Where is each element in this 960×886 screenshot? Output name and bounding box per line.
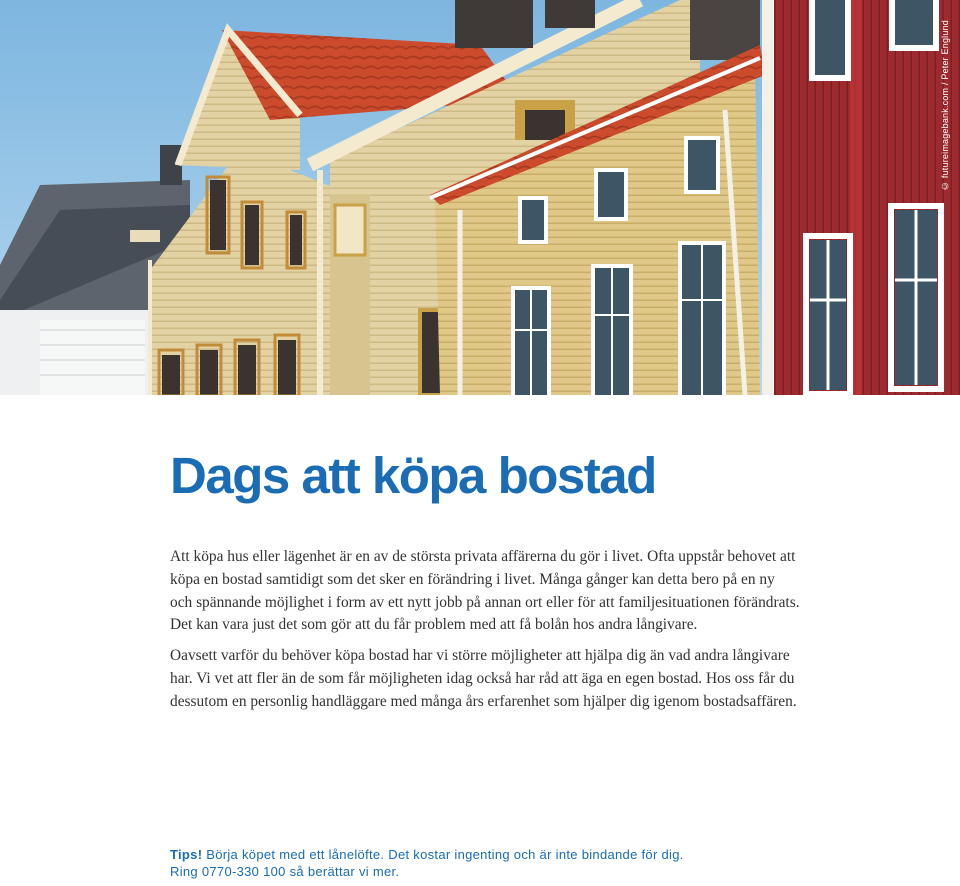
page-title: Dags att köpa bostad bbox=[170, 447, 656, 504]
paragraph-1: Att köpa hus eller lägenhet är en av de största privata affärerna du gör i livet. Ofta uppstår behovet att köpa en bostad samtidigt som det sker en förändring i livet. Många gånger kan detta bero på en ny och spännande möjlighet i form av ett nytt jobb på annan ort eller för att familjesituationen förändrats. Det kan vara just det som gör att du får problem med att få bolån hos andra långivare. bbox=[170, 548, 800, 634]
hero-photo bbox=[0, 0, 960, 395]
houses-illustration bbox=[0, 0, 960, 395]
tips-text: Börja köpet med ett lånelöfte. Det kostar ingenting och är inte bindande för dig. bbox=[202, 847, 684, 862]
photo-credit: © futureimagebank.com / Peter Englund bbox=[940, 20, 950, 191]
tips-label: Tips! bbox=[170, 847, 203, 862]
tips-phone-line: Ring 0770-330 100 så berättar vi mer. bbox=[170, 864, 400, 879]
article-body bbox=[170, 546, 800, 722]
tips-box bbox=[170, 846, 684, 880]
paragraph-2: Oavsett varför du behöver köpa bostad har vi större möjligheter att hjälpa dig än vad andra långivare har. Vi vet att fler än de som får möjligheten idag också har råd att äga en egen bostad. Hos oss får du dessutom en personlig handläggare med många års erfarenhet som hjälper dig igenom bostadsaffären. bbox=[170, 647, 797, 710]
tips-line-1 bbox=[170, 846, 684, 863]
